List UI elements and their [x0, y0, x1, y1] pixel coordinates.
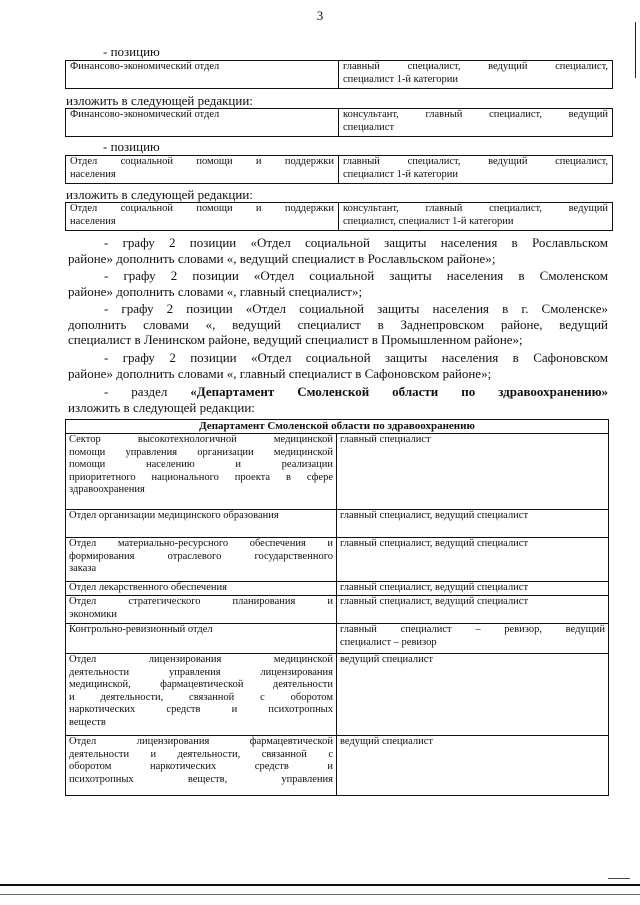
cell-line: главный специалист, ведущий специалист,: [343, 61, 608, 72]
table-row: [66, 596, 609, 624]
cell-positions: [337, 596, 609, 624]
cell-line: консультант, главный специалист, ведущий: [343, 109, 608, 120]
cell-line: психотропных веществ, управления: [69, 773, 333, 785]
scan-corner-mark: [608, 878, 630, 879]
paragraph-line: районе» дополнить словами «, главный специалист в Сафоновском районе»;: [68, 365, 492, 381]
table-row: [66, 624, 609, 654]
cell-line: деятельности и деятельности, связанной с: [69, 748, 333, 760]
cell-line: Отдел стратегического планирования и: [69, 596, 333, 607]
paragraph-line: районе» дополнить словами «, ведущий специалист в Рославльском районе»;: [68, 250, 496, 266]
cell-line: здравоохранения: [69, 484, 145, 496]
cell-line: медицинской, фармацевтической деятельности: [69, 679, 333, 691]
paragraph-line: - графу 2 позиции «Отдел социальной защиты населения в Рославльском: [104, 235, 608, 250]
scan-bottom-edge: [0, 884, 640, 886]
paragraph-roslavl: [68, 235, 608, 266]
cell-dept: [66, 596, 337, 624]
position-label-1: - позицию: [103, 44, 160, 59]
paragraph-safonovo: [68, 350, 608, 381]
position-label-2: - позицию: [103, 139, 160, 154]
cell-line: Отдел материально-ресурсного обеспечения и: [69, 538, 333, 549]
table-row: [66, 582, 609, 596]
razdel-title: «Департамент Смоленской области по здравоохранению»: [190, 384, 608, 399]
cell-positions: [337, 736, 609, 796]
scan-edge-mark: [635, 22, 636, 78]
cell-line: помощи управления организации медицинской: [69, 446, 333, 458]
cell-line: главный специалист: [340, 434, 431, 445]
table-row: [66, 538, 609, 582]
cell-positions: [337, 434, 609, 510]
cell-line: главный специалист, ведущий специалист,: [343, 156, 608, 167]
cell-line: населения: [70, 168, 116, 180]
cell-line: консультант, главный специалист, ведущий: [343, 203, 608, 214]
table-old-finance: [65, 60, 613, 89]
cell-positions: [337, 654, 609, 736]
cell-line: населения: [70, 215, 116, 227]
cell-dept: Финансово-экономический отдел: [66, 109, 339, 137]
new-edition-label-2: изложить в следующей редакции:: [66, 187, 253, 202]
paragraph-smolensk-city: [68, 301, 608, 348]
paragraph-line: районе» дополнить словами «, главный специалист»;: [68, 283, 363, 299]
table-old-social: [65, 155, 613, 184]
paragraph-line: - графу 2 позиции «Отдел социальной защиты населения в Смоленском: [104, 268, 608, 283]
table-row: [66, 434, 609, 510]
cell-dept: Финансово-экономический отдел: [66, 61, 339, 89]
table-new-social: [65, 202, 613, 231]
cell-line: специалист – ревизор: [340, 636, 437, 648]
razdel-prefix: - раздел: [104, 384, 168, 399]
cell-line: деятельности управления лицензирования: [69, 666, 333, 678]
cell-line: веществ: [69, 716, 106, 728]
paragraph-line: дополнить словами «, ведущий специалист в Заднепровском районе, ведущий: [68, 316, 608, 332]
cell-line: оборотом наркотических средств и: [69, 761, 333, 773]
cell-line: ведущий специалист: [340, 736, 433, 747]
cell-line: ведущий специалист: [340, 654, 433, 665]
paragraph-line: - графу 2 позиции «Отдел социальной защиты населения в Сафоновском: [104, 350, 608, 365]
page-number: 3: [316, 8, 324, 23]
cell-line: приоритетного национального проекта в сфере: [69, 471, 333, 483]
scan-bottom-edge-secondary: [0, 894, 640, 895]
cell-dept: [66, 654, 337, 736]
table-health-department: [65, 419, 609, 796]
cell-line: главный специалист, ведущий специалист: [340, 582, 529, 593]
cell-line: Отдел социальной помощи и поддержки: [70, 203, 334, 214]
table-header: Департамент Смоленской области по здравоохранению: [66, 420, 609, 434]
table-row: [66, 654, 609, 736]
cell-line: Отдел социальной помощи и поддержки: [70, 156, 334, 167]
cell-line: экономики: [69, 608, 117, 620]
cell-line: Контрольно-ревизионный отдел: [69, 624, 213, 635]
cell-line: специалист: [343, 121, 395, 133]
cell-positions: [337, 510, 609, 538]
cell-positions: [339, 61, 613, 89]
cell-dept: [66, 538, 337, 582]
paragraph-line: - графу 2 позиции «Отдел социальной защиты населения в г. Смоленске»: [104, 301, 608, 316]
cell-line: формирования отраслевого государственного: [69, 550, 333, 562]
cell-positions: [337, 538, 609, 582]
cell-dept: [66, 624, 337, 654]
cell-dept: [66, 510, 337, 538]
table-row: [66, 510, 609, 538]
cell-positions: [339, 203, 613, 231]
cell-line: Сектор высокотехнологичной медицинской: [69, 434, 333, 445]
paragraph-line: [68, 384, 608, 400]
cell-line: Отдел лекарственного обеспечения: [69, 582, 227, 593]
cell-line: главный специалист, ведущий специалист: [340, 510, 529, 521]
cell-line: и деятельности, связанной с оборотом: [69, 691, 333, 703]
cell-dept: [66, 203, 339, 231]
cell-positions: [339, 156, 613, 184]
cell-line: заказа: [69, 563, 97, 575]
cell-dept: [66, 434, 337, 510]
cell-line: Отдел лицензирования фармацевтической: [69, 736, 333, 747]
cell-line: Отдел лицензирования медицинской: [69, 654, 333, 665]
paragraph-smolensk-district: [68, 268, 608, 299]
cell-line: главный специалист, ведущий специалист: [340, 538, 529, 549]
paragraph-razdel: [68, 384, 608, 415]
cell-dept: [66, 582, 337, 596]
cell-line: главный специалист, ведущий специалист: [340, 596, 529, 607]
cell-line: Отдел организации медицинского образования: [69, 510, 279, 521]
cell-line: наркотических средств и психотропных: [69, 704, 333, 716]
cell-line: специалист 1-й категории: [343, 168, 459, 180]
cell-positions: [337, 582, 609, 596]
cell-positions: [337, 624, 609, 654]
cell-line: главный специалист – ревизор, ведущий: [340, 624, 605, 635]
cell-line: специалист 1-й категории: [343, 73, 459, 85]
cell-line: помощи населению и реализации: [69, 459, 333, 471]
paragraph-line: изложить в следующей редакции:: [68, 399, 255, 415]
paragraph-line: специалист в Ленинском районе, ведущий специалист в Промышленном районе»;: [68, 332, 523, 347]
cell-dept: [66, 156, 339, 184]
table-new-finance: [65, 108, 613, 137]
new-edition-label-1: изложить в следующей редакции:: [66, 93, 253, 108]
cell-line: специалист, специалист 1-й категории: [343, 215, 514, 227]
table-row: [66, 736, 609, 796]
cell-positions: [339, 109, 613, 137]
cell-dept: [66, 736, 337, 796]
